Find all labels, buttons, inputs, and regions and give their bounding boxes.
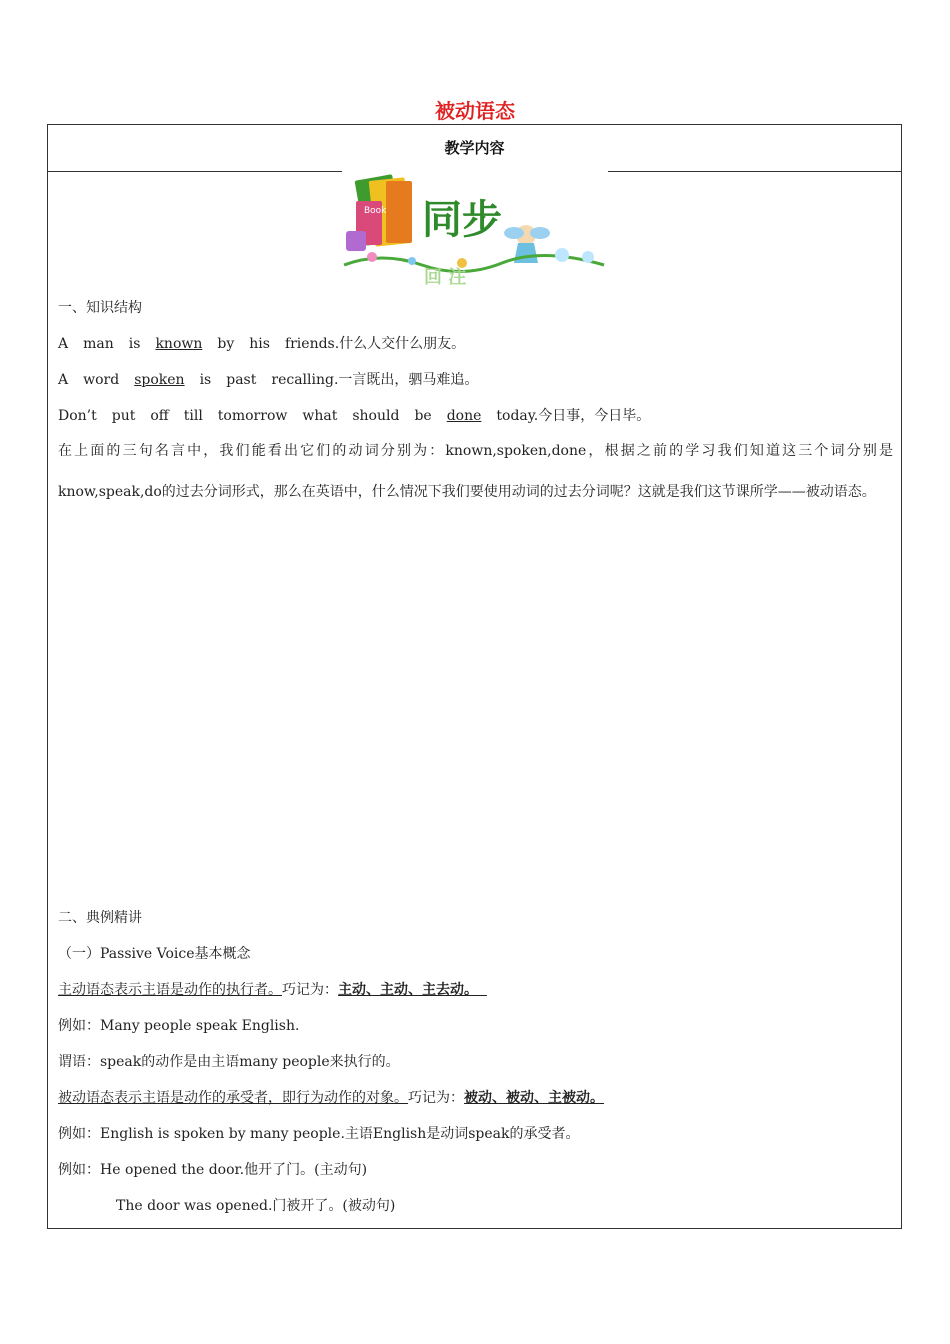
intro-paragraph: 在上面的三句名言中，我们能看出它们的动词分别为：known,spoken,done，根据之前的学习我们知道这三个词分别是know,speak,do的过去分词形式，那么在英语中，什么情况下我们要使用动词的过去分词呢？这就是我们这节课所学——被动语态。: [58, 443, 893, 500]
underlined-spoken: spoken: [134, 372, 185, 388]
sentence-2: A word spoken is past recalling.一言既出，驷马难追。: [58, 372, 479, 388]
banner-text: 同步: [422, 197, 502, 243]
section2-heading: 二、典例精讲: [58, 910, 142, 926]
section1-heading: 一、知识结构: [58, 300, 142, 316]
banner-subtext: 回 注: [424, 267, 467, 288]
example-2: 例如：English is spoken by many people.主语English是动词speak的承受者。: [58, 1126, 580, 1142]
subsection-heading: （一）Passive Voice基本概念: [58, 946, 251, 962]
passive-voice-definition: 被动语态表示主语是动作的承受者，即行为动作的对象。巧记为：被动、被动、主被动。: [58, 1090, 604, 1106]
active-voice-definition: 主动语态表示主语是动作的执行者。巧记为：主动、主动、主去动。: [58, 982, 478, 998]
book-label: Book: [364, 206, 387, 216]
sentence-1: A man is known by his friends.什么人交什么朋友。: [58, 336, 466, 352]
underlined-known: known: [155, 336, 203, 352]
document-title: 被动语态: [435, 99, 515, 123]
sync-banner-image: [342, 171, 608, 289]
predicate-note: 谓语：speak的动作是由主语many people来执行的。: [58, 1054, 400, 1070]
example-4: The door was opened.门被开了。(被动句): [116, 1198, 396, 1214]
sentence-3: Don’t put off till tomorrow what should be done today.今日事，今日毕。: [58, 408, 651, 424]
example-1: 例如：Many people speak English.: [58, 1018, 300, 1034]
content-table: [47, 124, 902, 1229]
table-header: 教学内容: [48, 125, 901, 172]
underlined-done: done: [446, 408, 482, 424]
example-3: 例如：He opened the door.他开了门。(主动句): [58, 1162, 368, 1178]
